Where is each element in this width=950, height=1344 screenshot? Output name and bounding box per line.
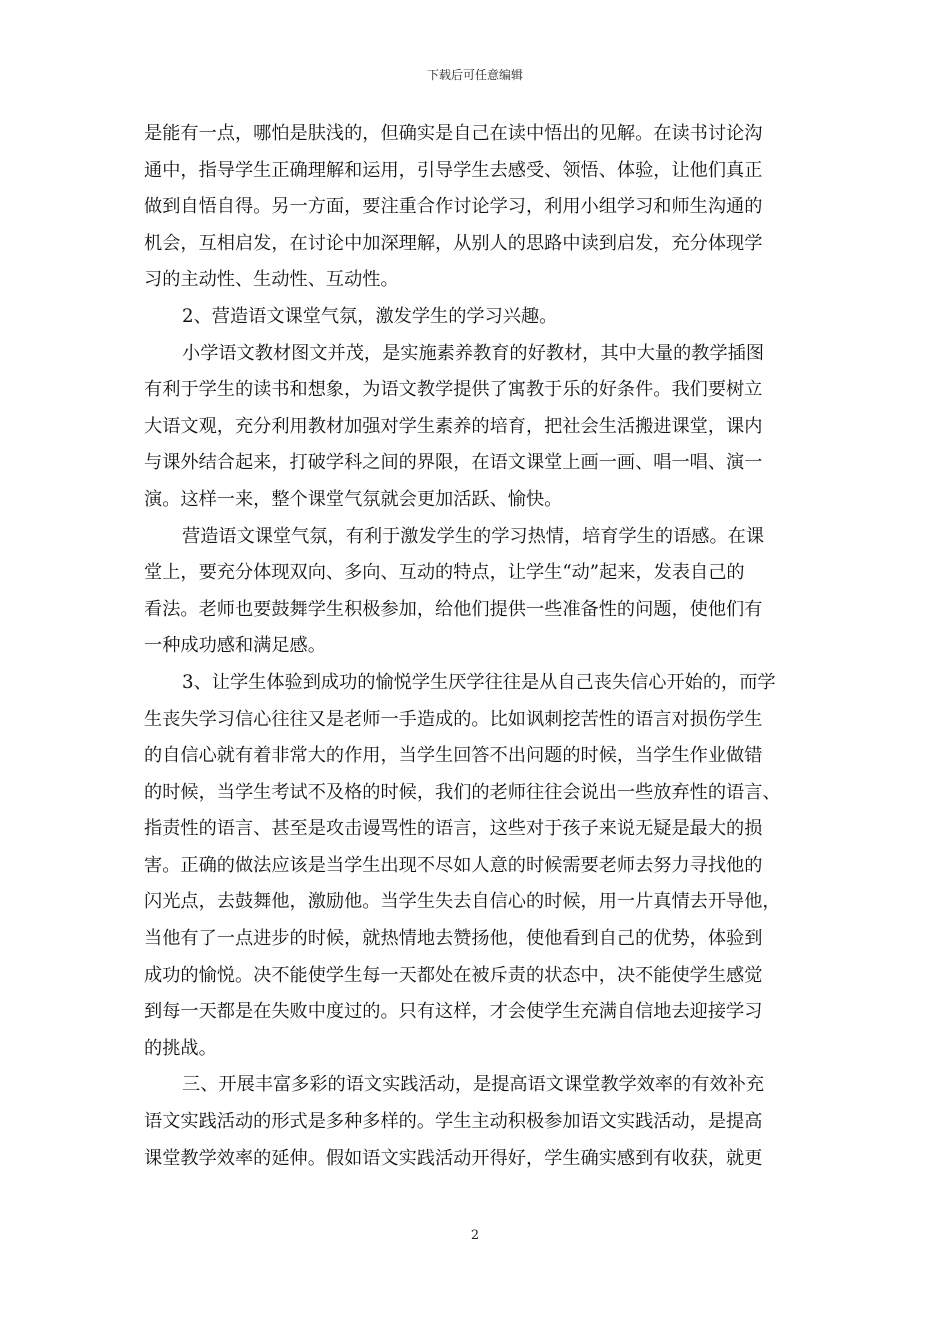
text-line: 3、让学生体验到成功的愉悦学生厌学往往是从自己丧失信心开始的，而学 xyxy=(182,671,776,693)
text-line: 堂上，要充分体现双向、多向、互动的特点，让学生“动”起来，发表自己的 xyxy=(144,562,745,584)
text-line: 是能有一点，哪怕是肤浅的，但确实是自己在读中悟出的见解。在读书讨论沟 xyxy=(144,123,763,144)
text-line: 的自信心就有着非常大的作用，当学生回答不出问题的时候，当学生作业做错 xyxy=(144,745,763,767)
text-line: 小学语文教材图文并茂，是实施素养教育的好教材，其中大量的教学插图 xyxy=(182,342,765,364)
text-line: 通中，指导学生正确理解和运用，引导学生去感受、领悟、体验，让他们真正 xyxy=(144,159,763,181)
page-number: 2 xyxy=(470,1228,480,1243)
text-line: 当他有了一点进步的时候，就热情地去赞扬他，使他看到自己的优势，体验到 xyxy=(144,928,763,950)
page-header: 下载后可任意编辑 xyxy=(426,68,523,82)
text-line: 演。这样一来，整个课堂气氛就会更加活跃、愉快。 xyxy=(144,488,563,510)
text-line: 有利于学生的读书和想象，为语文教学提供了寓教于乐的好条件。我们要树立 xyxy=(144,379,763,401)
text-line: 与课外结合起来，打破学科之间的界限，在语文课堂上画一画、唱一唱、演一 xyxy=(144,452,763,474)
text-line: 的时候，当学生考试不及格的时候，我们的老师往往会说出一些放弃性的语言、 xyxy=(144,781,781,803)
text-line: 2、营造语文课堂气氛，激发学生的学习兴趣。 xyxy=(182,305,558,327)
text-line: 生丧失学习信心往往又是老师一手造成的。比如讽刺挖苦性的语言对损伤学生 xyxy=(144,708,763,730)
text-line: 习的主动性、生动性、互动性。 xyxy=(144,269,399,291)
text-line: 指责性的语言、甚至是攻击谩骂性的语言，这些对于孩子来说无疑是最大的损 xyxy=(144,818,763,840)
text-line: 营造语文课堂气氛，有利于激发学生的学习热情，培育学生的语感。在课 xyxy=(182,525,765,547)
text-line: 到每一天都是在失败中度过的。只有这样，才会使学生充满自信地去迎接学习 xyxy=(144,1001,763,1023)
text-line: 成功的愉悦。决不能使学生每一天都处在被斥责的状态中，决不能使学生感觉 xyxy=(144,964,763,986)
text-line: 闪光点，去鼓舞他，激励他。当学生失去自信心的时候，用一片真情去开导他， xyxy=(144,891,781,913)
document-body xyxy=(144,116,808,1177)
text-line: 机会，互相启发，在讨论中加深理解，从别人的思路中读到启发，充分体现学 xyxy=(144,232,763,254)
text-line: 语文实践活动的形式是多种多样的。学生主动积极参加语文实践活动，是提高 xyxy=(144,1111,763,1133)
text-line: 看法。老师也要鼓舞学生积极参加，给他们提供一些准备性的问题，使他们有 xyxy=(144,598,763,620)
text-line: 的挑战。 xyxy=(144,1037,217,1059)
text-line: 三、开展丰富多彩的语文实践活动，是提高语文课堂教学效率的有效补充 xyxy=(182,1074,765,1096)
text-line: 一种成功感和满足感。 xyxy=(144,635,326,657)
text-line: 做到自悟自得。另一方面，要注重合作讨论学习，利用小组学习和师生沟通的 xyxy=(144,196,763,218)
text-line: 大语文观，充分利用教材加强对学生素养的培育，把社会生活搬进课堂，课内 xyxy=(144,415,763,437)
text-line: 害。正确的做法应该是当学生出现不尽如人意的时候需要老师去努力寻找他的 xyxy=(144,854,763,876)
text-line: 课堂教学效率的延伸。假如语文实践活动开得好，学生确实感到有收获，就更 xyxy=(144,1147,763,1169)
